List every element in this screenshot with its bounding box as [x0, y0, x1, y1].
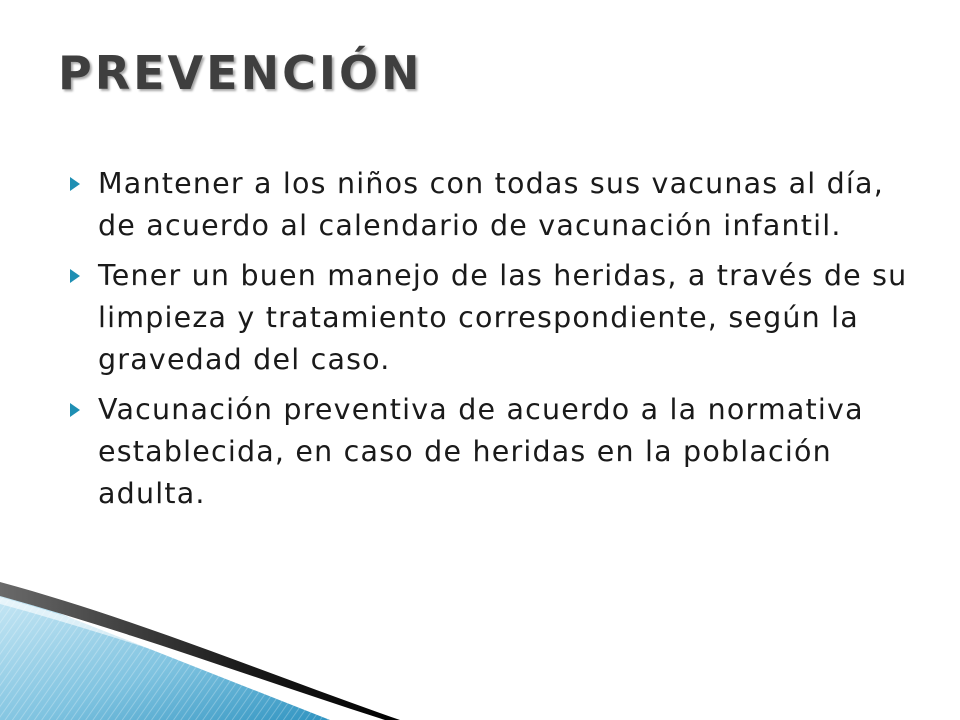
triangle-right-icon [70, 403, 80, 417]
bullet-item [70, 389, 910, 515]
bullet-text: Vacunación preventiva de acuerdo a la normativa establecida, en caso de heridas en la población adulta. [98, 393, 864, 510]
bullet-text: Tener un buen manejo de las heridas, a través de su limpieza y tratamiento correspondiente, según la gravedad del caso. [98, 259, 908, 376]
bullet-item [70, 163, 910, 247]
corner-decoration [0, 580, 420, 720]
bullet-text: Mantener a los niños con todas sus vacunas al día, de acuerdo al calendario de vacunación infantil. [98, 167, 884, 242]
triangle-right-icon [70, 269, 80, 283]
bullet-item [70, 255, 910, 381]
bullet-list [70, 163, 910, 523]
triangle-right-icon [70, 177, 80, 191]
slide-title: PREVENCIÓN [58, 46, 423, 100]
